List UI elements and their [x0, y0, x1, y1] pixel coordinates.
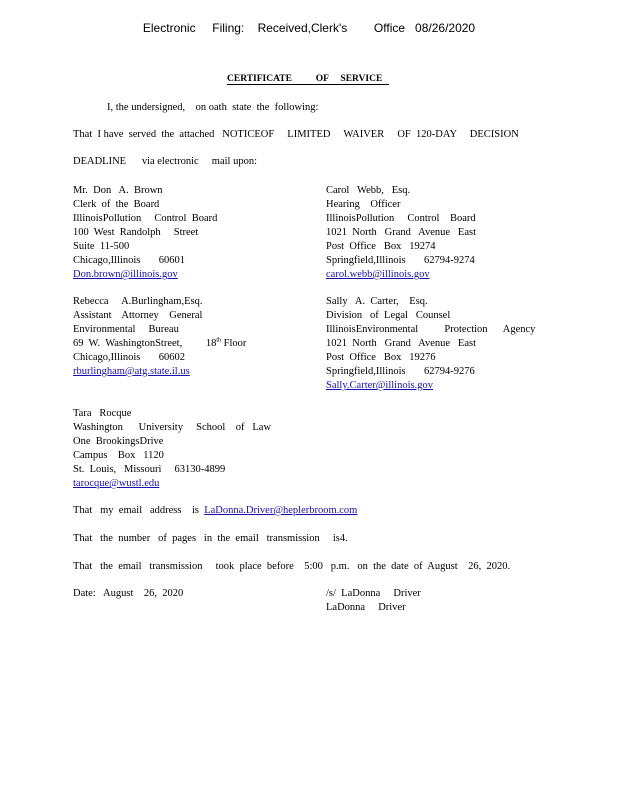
address-line: Springfield,Illinois 62794-9274: [326, 255, 475, 266]
email-link-burlingham[interactable]: rburlingham@atg.state.il.us: [73, 366, 190, 377]
address-line: Rebecca A.Burlingham,Esq.: [73, 296, 203, 307]
recipient-webb: [326, 184, 476, 282]
email-address-label: That my email address is: [73, 505, 205, 516]
address-line: Post Office Box 19274: [326, 241, 436, 252]
recipient-rocque: [73, 407, 271, 491]
signature-line: /s/ LaDonna Driver: [326, 588, 421, 599]
time-statement: That the email transmission took place before 5:00 p.m. on the date of August 26, 2020.: [73, 561, 511, 572]
address-line: Chicago,Illinois 60601: [73, 255, 185, 266]
address-line: IllinoisPollution Control Board: [326, 213, 476, 224]
served-statement-line-2: DEADLINE via electronic mail upon:: [73, 156, 257, 167]
address-line: Hearing Officer: [326, 199, 401, 210]
signer-name: LaDonna Driver: [326, 602, 406, 613]
address-line: Sally A. Carter, Esq.: [326, 296, 428, 307]
served-statement-line-1: That I have served the attached NOTICEOF LIMITED WAIVER OF 120-DAY DECISION: [73, 129, 519, 140]
email-link-driver[interactable]: LaDonna.Driver@heplerbroom.com: [204, 505, 358, 516]
address-line: Environmental Bureau: [73, 324, 179, 335]
recipient-carter: [326, 295, 535, 393]
address-line: Carol Webb, Esq.: [326, 185, 411, 196]
pages-statement: That the number of pages in the email transmission is4.: [73, 533, 348, 544]
address-line: IllinoisPollution Control Board: [73, 213, 218, 224]
filing-stamp-header: Electronic Filing: Received,Clerk's Office 08/26/2020: [142, 21, 476, 35]
recipient-burlingham: [73, 295, 246, 379]
address-line: 1021 North Grand Avenue East: [326, 338, 476, 349]
email-link-rocque[interactable]: tarocque@wustl.edu: [73, 478, 160, 489]
address-line: Mr. Don A. Brown: [73, 185, 163, 196]
floor-label: Floor: [221, 338, 247, 349]
address-line: 1021 North Grand Avenue East: [326, 227, 476, 238]
email-link-brown[interactable]: Don.brown@illinois.gov: [73, 269, 178, 280]
address-line: Clerk of the Board: [73, 199, 160, 210]
email-address-statement: [73, 504, 380, 518]
address-line: Campus Box 1120: [73, 450, 164, 461]
address-line: Assistant Attorney General: [73, 310, 203, 321]
street-address: 69 W. WashingtonStreet, 18: [73, 338, 217, 349]
address-line: Chicago,Illinois 60602: [73, 352, 185, 363]
address-line: Tara Rocque: [73, 408, 132, 419]
intro-text: I, the undersigned, on oath state the following:: [107, 102, 319, 113]
email-link-webb[interactable]: carol.webb@illinois.gov: [326, 269, 430, 280]
address-line: Suite 11-500: [73, 241, 130, 252]
address-line: Washington University School of Law: [73, 422, 272, 433]
signature-block: [326, 587, 421, 615]
ordinal-suffix: th: [216, 337, 222, 344]
address-line: 100 West Randolph Street: [73, 227, 199, 238]
document-title: CERTIFICATE OF SERVICE: [227, 74, 389, 85]
recipient-brown: [73, 184, 217, 282]
email-link-carter[interactable]: Sally.Carter@illinois.gov: [326, 380, 433, 391]
address-line: St. Louis, Missouri 63130-4899: [73, 464, 226, 475]
address-line: One BrookingsDrive: [73, 436, 164, 447]
address-line: IllinoisEnvironmental Protection Agency: [326, 324, 536, 335]
address-line: Springfield,Illinois 62794-9276: [326, 366, 475, 377]
address-line: Post Office Box 19276: [326, 352, 436, 363]
address-line: Division of Legal Counsel: [326, 310, 451, 321]
date-line: Date: August 26, 2020: [73, 588, 184, 599]
address-line: [73, 337, 246, 351]
